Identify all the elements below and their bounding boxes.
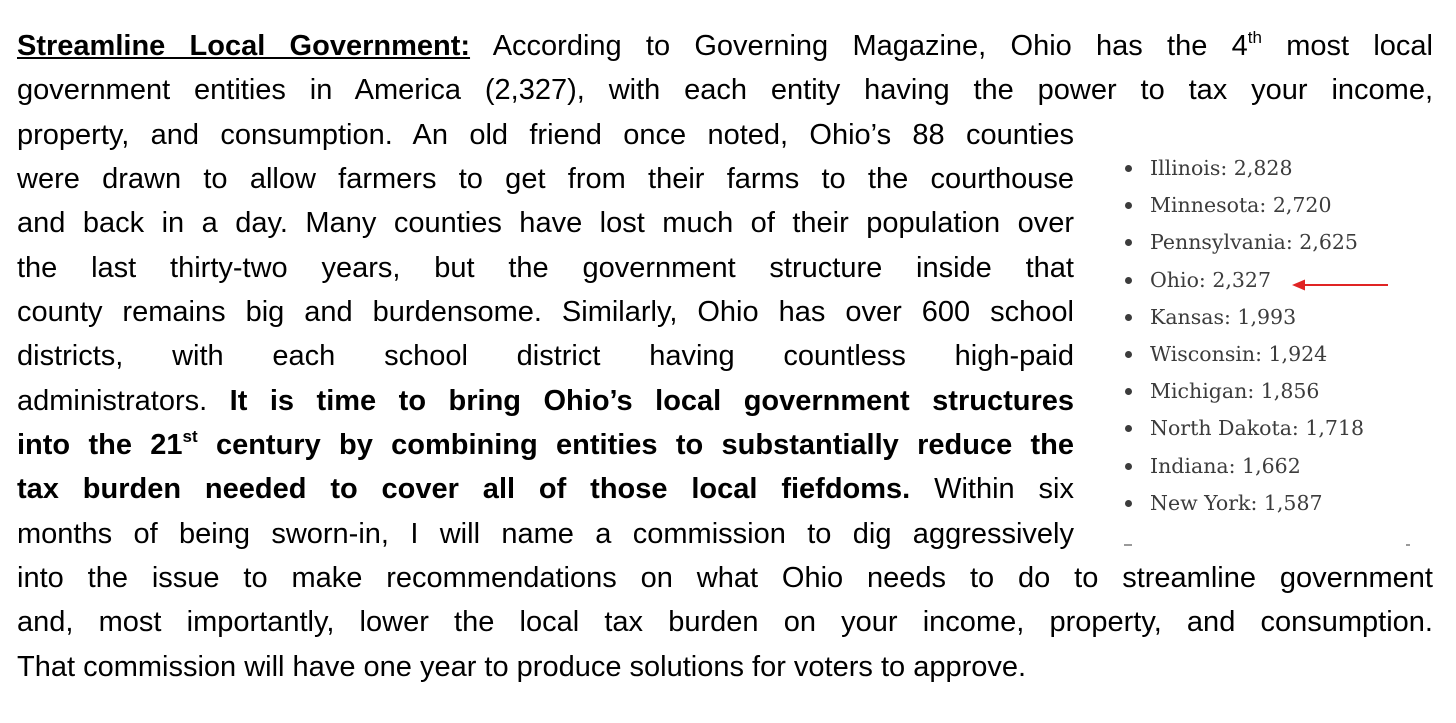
paragraph-line-8: districts, with each school district having countless high-paid [17, 340, 1074, 372]
list-item [1108, 448, 1420, 485]
list-item-label: Illinois: 2,828 [1150, 156, 1293, 180]
list-item-label: Kansas: 1,993 [1150, 304, 1297, 329]
list-item-label: Pennsylvania: 2,625 [1150, 230, 1358, 255]
list-item [1108, 373, 1420, 410]
bullet-icon [1125, 500, 1132, 507]
line-1-text: According to Governing Magazine, Ohio has the 4 [492, 30, 1248, 62]
bullet-icon [1125, 351, 1132, 358]
line-11-end: Within six [934, 473, 1074, 505]
list-item [1108, 187, 1420, 224]
list-item [1108, 485, 1420, 522]
state-entity-list [1108, 150, 1420, 550]
paragraph-line-7: county remains big and burdensome. Similarly, Ohio has over 600 school [17, 296, 1074, 328]
paragraph-line-1 [17, 24, 1433, 68]
paragraph-line-14: and, most importantly, lower the local tax burden on your income, property, and consumption. [17, 606, 1433, 638]
list-item [1108, 410, 1420, 447]
paragraph-line-15: That commission will have one year to produce solutions for voters to approve. [17, 651, 1027, 683]
line-1-end: most local [1286, 30, 1433, 62]
bullet-icon [1125, 202, 1132, 209]
left-arrow-icon [1292, 278, 1390, 292]
line-10-bold-end: century by combining entities to substantially reduce the [215, 429, 1075, 461]
paragraph-line-10 [17, 423, 1074, 467]
crop-mark-left [1124, 544, 1132, 546]
bullet-icon [1125, 277, 1132, 284]
line-9-bold: It is time to bring Ohio’s local government structures [229, 385, 1074, 417]
bullet-icon [1125, 388, 1132, 395]
paragraph-line-12: months of being sworn-in, I will name a commission to dig aggressively [17, 518, 1074, 550]
list-item-label: Minnesota: 2,720 [1150, 193, 1332, 218]
paragraph-line-6: the last thirty-two years, but the government structure inside that [17, 252, 1074, 284]
ordinal-suffix-st: st [182, 427, 198, 446]
crop-mark-right [1406, 544, 1410, 546]
list-item [1108, 224, 1420, 261]
list-item-label: North Dakota: 1,718 [1150, 416, 1365, 441]
paragraph-line-3: property, and consumption. An old friend once noted, Ohio’s 88 counties [17, 119, 1074, 151]
bullet-icon [1125, 314, 1132, 321]
list-item-label: Indiana: 1,662 [1150, 453, 1301, 478]
bullet-icon [1125, 425, 1132, 432]
list-item [1108, 150, 1420, 187]
ordinal-suffix-th: th [1247, 28, 1262, 47]
list-item-label: Michigan: 1,856 [1150, 379, 1320, 404]
list-item-label: Wisconsin: 1,924 [1150, 341, 1328, 366]
list-item-label: Ohio: 2,327 [1150, 267, 1272, 292]
paragraph-line-11 [17, 467, 1074, 511]
bullet-icon [1125, 165, 1132, 172]
line-11-bold: tax burden needed to cover all of those local fiefdoms. [17, 473, 911, 505]
paragraph-line-2: government entities in America (2,327), with each entity having the power to tax your income, [17, 74, 1433, 106]
list-item [1108, 299, 1420, 336]
section-heading: Streamline Local Government: [17, 30, 471, 62]
paragraph-line-4: were drawn to allow farmers to get from their farms to the courthouse [17, 163, 1074, 195]
list-item [1108, 336, 1420, 373]
line-9-start: administrators. [17, 385, 208, 417]
bullet-icon [1125, 463, 1132, 470]
line-10-bold-start: into the 21 [17, 429, 183, 461]
paragraph-line-5: and back in a day. Many counties have lost much of their population over [17, 207, 1074, 239]
list-item-label: New York: 1,587 [1150, 490, 1323, 515]
paragraph-line-13: into the issue to make recommendations on what Ohio needs to do to streamline government [17, 562, 1433, 594]
paragraph-line-9 [17, 379, 1074, 423]
bullet-icon [1125, 239, 1132, 246]
